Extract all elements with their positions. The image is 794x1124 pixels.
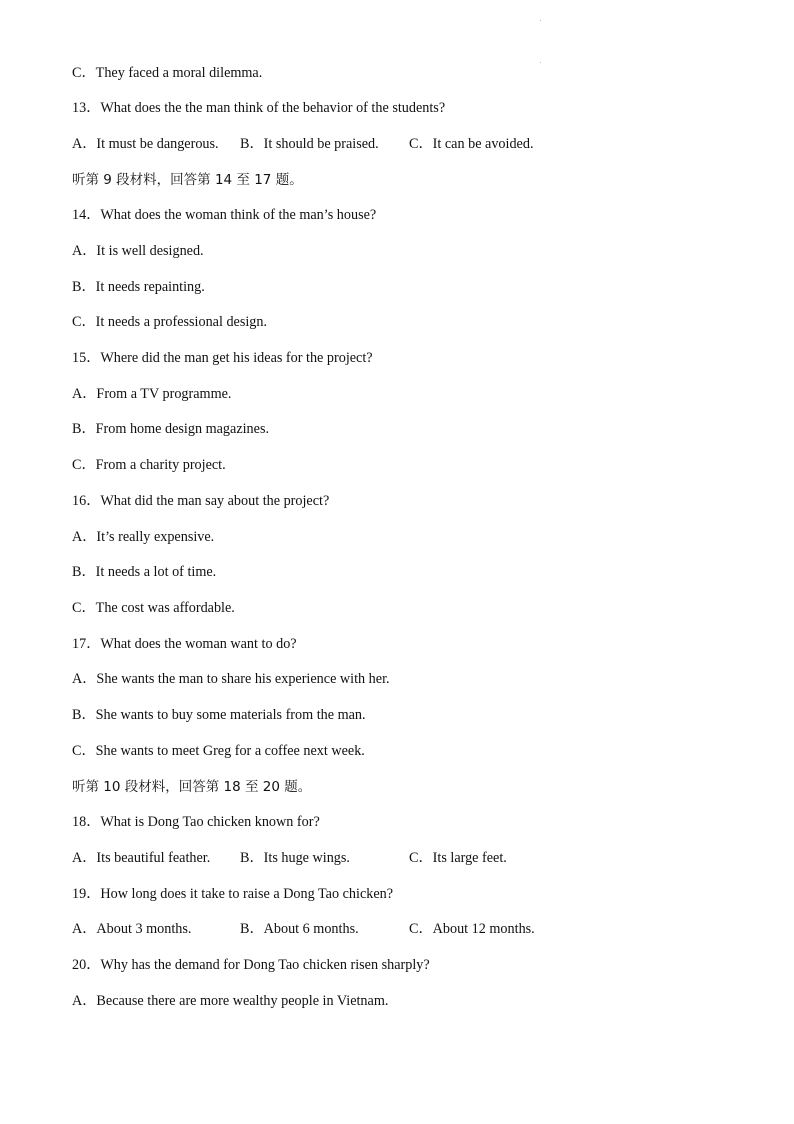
- q17-option-c: C．She wants to meet Greg for a coffee next week.: [72, 743, 365, 759]
- q15-option-a: A．From a TV programme.: [72, 386, 232, 402]
- q14-option-c: C．It needs a professional design.: [72, 314, 268, 330]
- scan-speck: [540, 20, 541, 21]
- scan-speck: [540, 62, 541, 63]
- question-16: 16．What did the man say about the project?: [72, 493, 330, 509]
- q13-option-b: B．It should be praised.: [240, 136, 379, 152]
- question-20: 20．Why has the demand for Dong Tao chicken risen sharply?: [72, 957, 430, 973]
- question-15: 15．Where did the man get his ideas for the project?: [72, 350, 373, 366]
- q18-option-c: C．Its large feet.: [409, 850, 507, 866]
- q16-option-a: A．It’s really expensive.: [72, 529, 215, 545]
- q14-option-a: A．It is well designed.: [72, 243, 204, 259]
- q16-option-b: B．It needs a lot of time.: [72, 564, 217, 580]
- q15-option-c: C．From a charity project.: [72, 457, 226, 473]
- section-heading-10: 听第 10 段材料，回答第 18 至 20 题。: [72, 779, 312, 795]
- q20-option-a: A．Because there are more wealthy people in Vietnam.: [72, 993, 389, 1009]
- q19-option-a: A．About 3 months.: [72, 921, 192, 937]
- question-13: 13．What does the the man think of the behavior of the students?: [72, 100, 446, 116]
- question-17: 17．What does the woman want to do?: [72, 636, 297, 652]
- q17-option-a: A．She wants the man to share his experience with her.: [72, 671, 390, 687]
- q18-option-b: B．Its huge wings.: [240, 850, 350, 866]
- question-14: 14．What does the woman think of the man’s house?: [72, 207, 377, 223]
- q15-option-b: B．From home design magazines.: [72, 421, 270, 437]
- q14-option-b: B．It needs repainting.: [72, 279, 205, 295]
- q19-option-b: B．About 6 months.: [240, 921, 359, 937]
- q12-option-c: C．They faced a moral dilemma.: [72, 65, 263, 81]
- section-heading-9: 听第 9 段材料，回答第 14 至 17 题。: [72, 172, 303, 188]
- q17-option-b: B．She wants to buy some materials from the man.: [72, 707, 366, 723]
- question-19: 19．How long does it take to raise a Dong Tao chicken?: [72, 886, 394, 902]
- question-18: 18．What is Dong Tao chicken known for?: [72, 814, 320, 830]
- q16-option-c: C．The cost was affordable.: [72, 600, 235, 616]
- q13-option-a: A．It must be dangerous.: [72, 136, 219, 152]
- q18-option-a: A．Its beautiful feather.: [72, 850, 211, 866]
- q19-option-c: C．About 12 months.: [409, 921, 535, 937]
- q13-option-c: C．It can be avoided.: [409, 136, 534, 152]
